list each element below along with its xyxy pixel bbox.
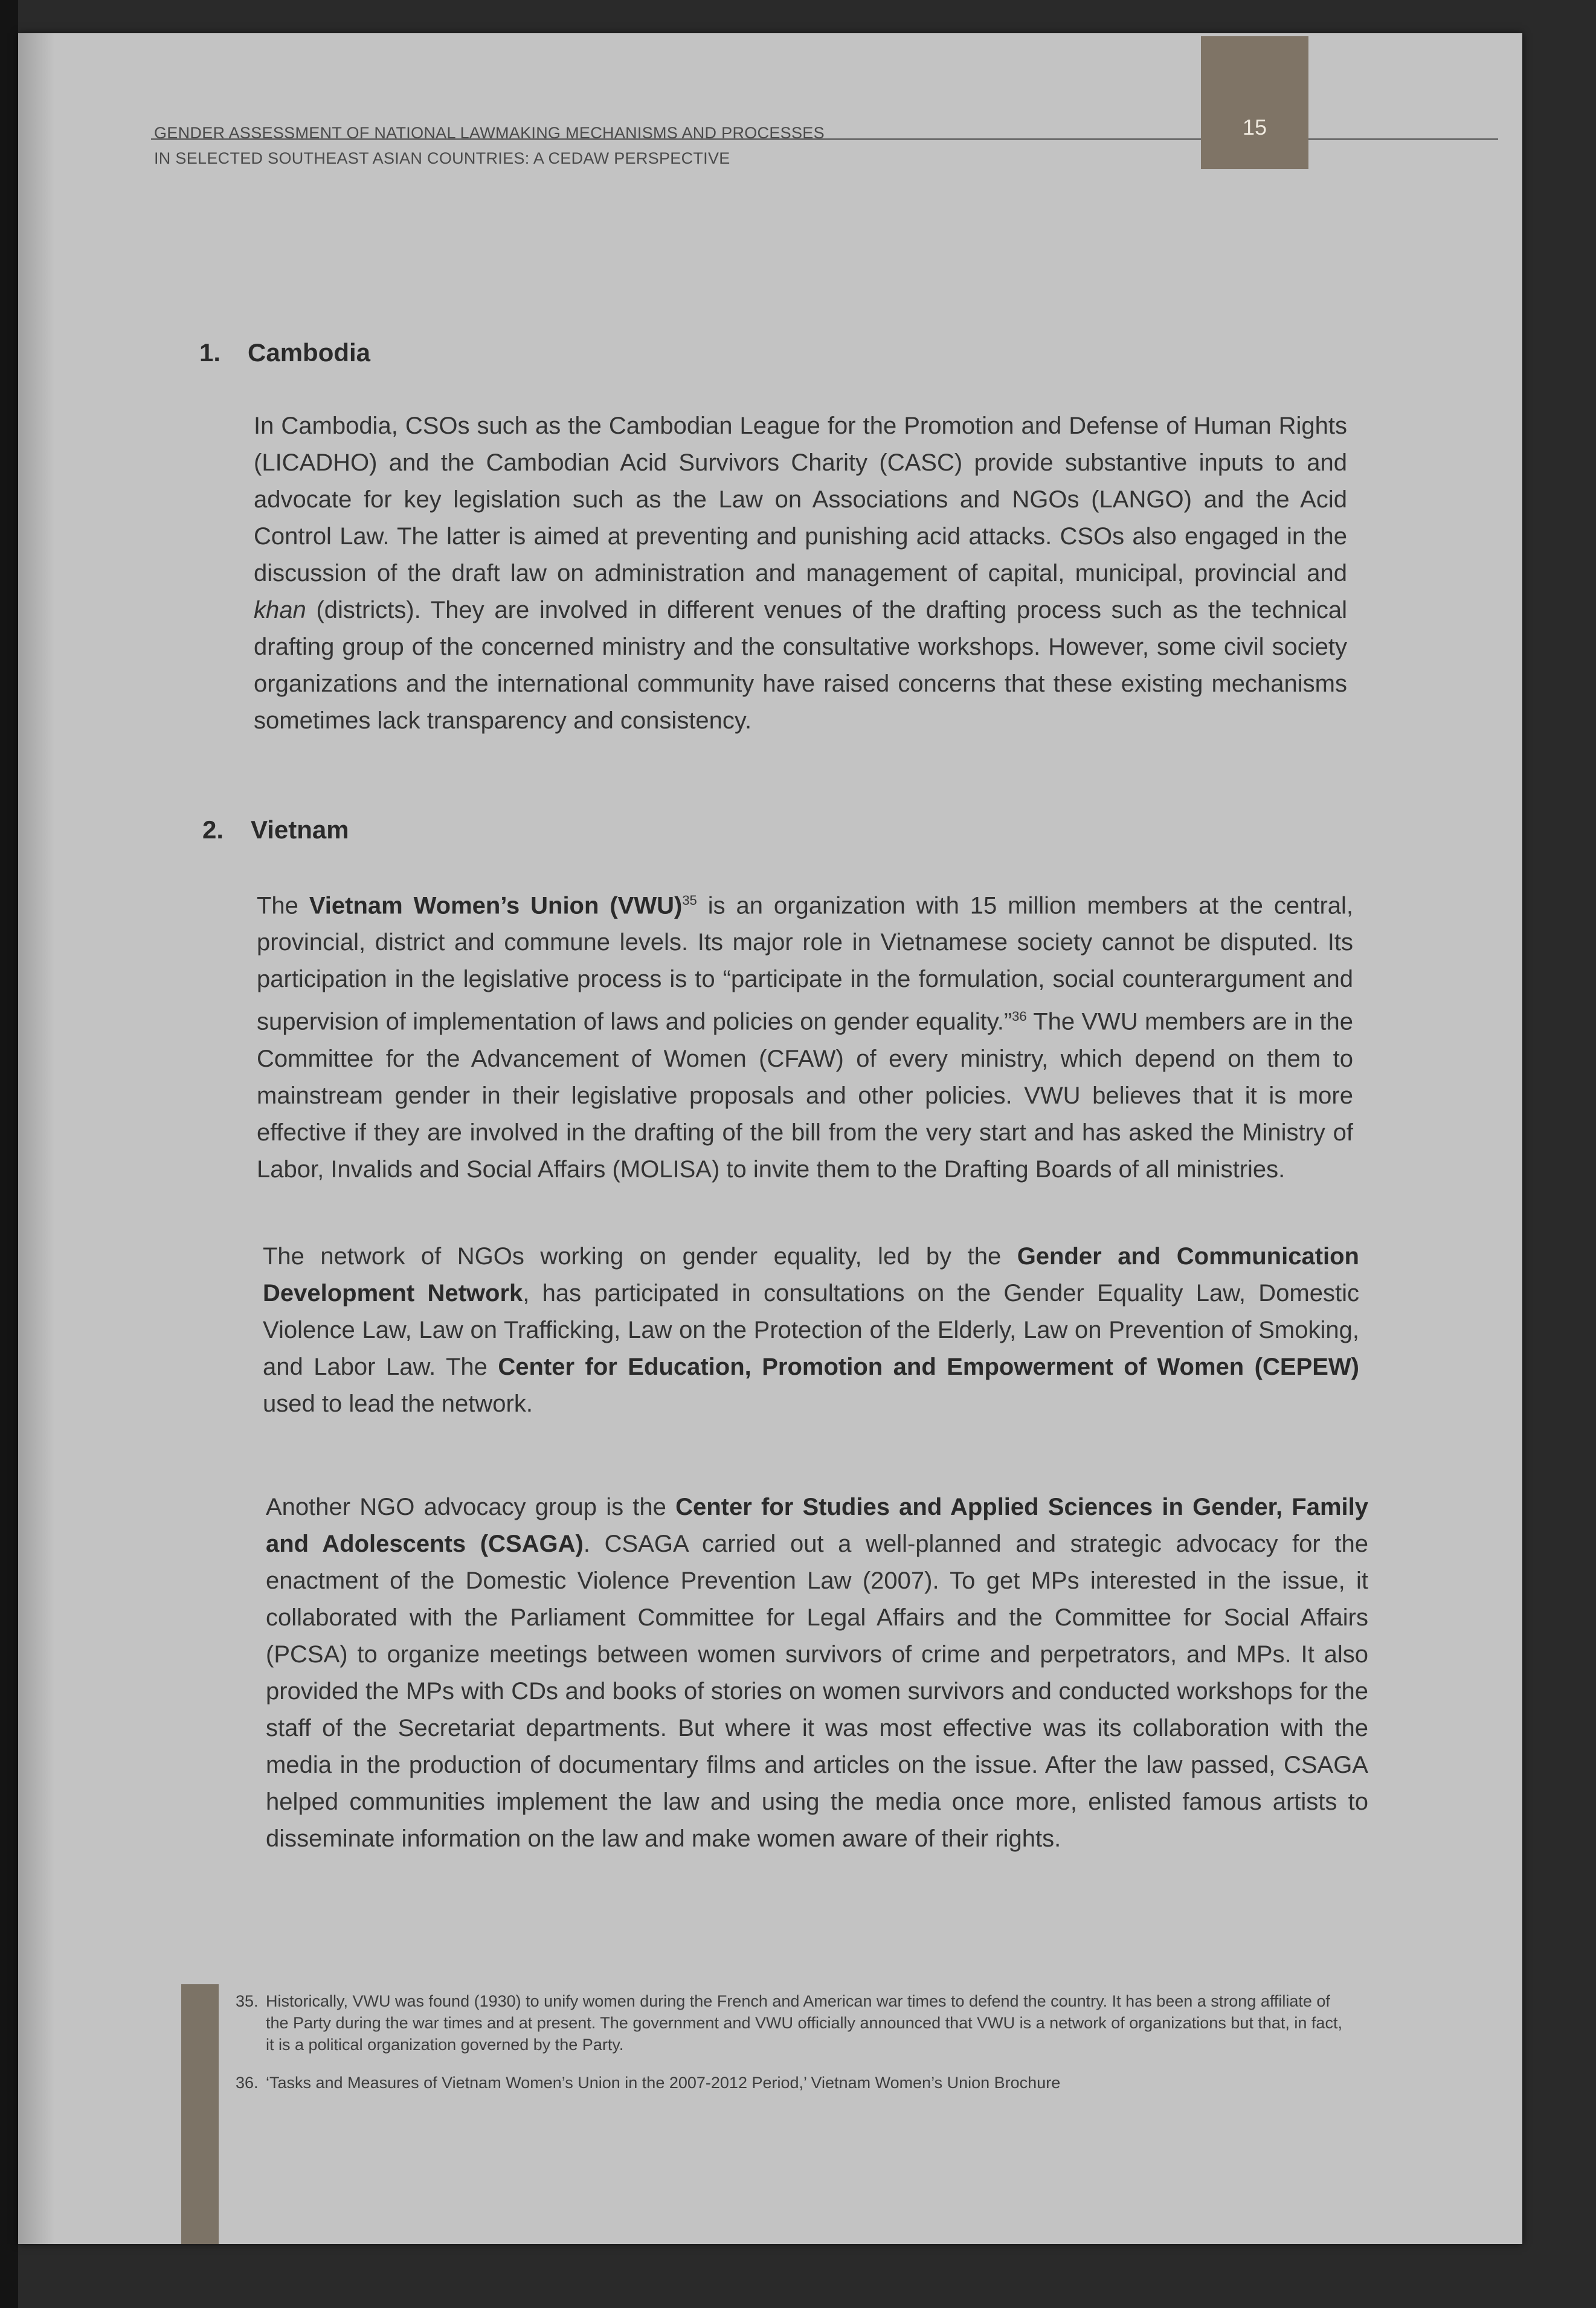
paragraph-text: In Cambodia, CSOs such as the Cambodian League for the Promotion and Defense of Human Rights (LICADHO) and the Cambodian Acid Survivors Charity (CASC) provide substantive inputs to and advocate for key legislation such as the Law on Associations and NGOs (LANGO) and the Acid Control Law. The latter is aimed at preventing and punishing acid attacks. CSOs also engaged in the discussion of the draft law on administration and management of capital, municipal, provincial and bbox=[254, 413, 1347, 587]
paragraph-text: The network of NGOs working on gender equality, led by the bbox=[263, 1243, 1017, 1270]
page-gutter-shadow bbox=[18, 33, 54, 2244]
vietnam-paragraph-2 bbox=[263, 1238, 1359, 1422]
section-title: Cambodia bbox=[248, 338, 371, 367]
bold-term: Vietnam Women’s Union (VWU) bbox=[309, 892, 683, 919]
vietnam-paragraph-1 bbox=[257, 882, 1353, 1188]
page-number-tab bbox=[1201, 36, 1308, 169]
footnote-ref: 36 bbox=[1012, 1009, 1027, 1024]
footnote-35 bbox=[236, 1990, 1353, 2056]
footnote-number: 36. bbox=[236, 2074, 259, 2092]
paragraph-text: . CSAGA carried out a well-planned and strategic advocacy for the enactment of the Domestic Violence Prevention Law (2007). To get MPs interested in the issue, it collaborated with the Parliament Committee for Legal Affairs and the Committee for Social Affairs (PCSA) to organize meetings between women survivors of crime and perpetrators, and MPs. It also provided the MPs with CDs and books of stories on women survivors and conducted workshops for the staff of the Secretariat departments. But where it was most effective was its collaboration with the media in the production of documentary films and articles on the issue. After the law passed, CSAGA helped communities implement the law and using the media once more, enlisted famous artists to disseminate information on the law and make women aware of their rights. bbox=[266, 1531, 1368, 1852]
page-number: 15 bbox=[1242, 115, 1267, 140]
scanner-left-edge bbox=[0, 0, 18, 2308]
section-heading-vietnam bbox=[202, 815, 349, 844]
section-number: 1. bbox=[199, 338, 221, 367]
running-header-line-1: GENDER ASSESSMENT OF NATIONAL LAWMAKING MECHANISMS AND PROCESSES bbox=[154, 124, 825, 142]
cambodia-paragraph bbox=[254, 408, 1347, 739]
section-number: 2. bbox=[202, 815, 224, 844]
paragraph-text: , has participated in consultations on the Gender Equality Law, Domestic Violence Law, Law on Trafficking, Law on the Protection of the Elderly, Law on Prevention of Smoking, and Labor Law. The bbox=[263, 1280, 1359, 1380]
bold-term: Center for Studies and Applied Sciences in Gender, Family and Adolescents (CSAGA) bbox=[266, 1494, 1369, 1557]
paragraph-text: The VWU members are in the Committee for the Advancement of Women (CFAW) of every ministry, which depend on them to mainstream gender in their legislative proposals and other policies. VWU believes that it is more effective if they are involved in the drafting of the bill from the very start and has asked the Ministry of Labor, Invalids and Social Affairs (MOLISA) to invite them to the Drafting Boards of all ministries. bbox=[257, 1008, 1353, 1183]
footnote-accent-bar bbox=[181, 1984, 219, 2244]
document-page bbox=[18, 33, 1522, 2244]
footnote-36 bbox=[236, 2072, 1353, 2094]
paragraph-text: (districts). They are involved in different venues of the drafting process such as the technical drafting group of the concerned ministry and the consultative workshops. However, some civil society organizations and the international community have raised concerns that these existing mechanisms sometimes lack transparency and consistency. bbox=[254, 597, 1347, 734]
section-heading-cambodia bbox=[199, 338, 370, 367]
bold-term: Center for Education, Promotion and Empowerment of Women (CEPEW) bbox=[498, 1354, 1359, 1380]
paragraph-text: Another NGO advocacy group is the bbox=[266, 1494, 676, 1520]
footnote-text: Historically, VWU was found (1930) to unify women during the French and American war times to defend the country. It has been a strong affiliate of the Party during the war times and at present. The government and VWU officially announced that VWU is a network of organizations but that, in fact, it is a political organization governed by the Party. bbox=[266, 1992, 1342, 2054]
bold-term: Gender and Communication Development Network bbox=[263, 1243, 1359, 1307]
footnote-text: ‘Tasks and Measures of Vietnam Women’s Union in the 2007-2012 Period,’ Vietnam Women’s Union Brochure bbox=[266, 2074, 1061, 2092]
section-title: Vietnam bbox=[251, 815, 349, 844]
paragraph-text: The bbox=[257, 892, 309, 919]
running-header-line-2: IN SELECTED SOUTHEAST ASIAN COUNTRIES: A CEDAW PERSPECTIVE bbox=[154, 149, 730, 167]
paragraph-text: is an organization with 15 million members at the central, provincial, district and commune levels. Its major role in Vietnamese society cannot be disputed. Its participation in the legislative process is to “participate in the formulation, social counterargument and supervision of implementation of laws and policies on gender equality.” bbox=[257, 892, 1354, 1035]
footnote-number: 35. bbox=[236, 1992, 259, 2010]
footnote-ref: 35 bbox=[682, 893, 697, 908]
vietnam-paragraph-3 bbox=[266, 1489, 1368, 1857]
italic-term: khan bbox=[254, 597, 306, 623]
paragraph-text: used to lead the network. bbox=[263, 1390, 533, 1417]
